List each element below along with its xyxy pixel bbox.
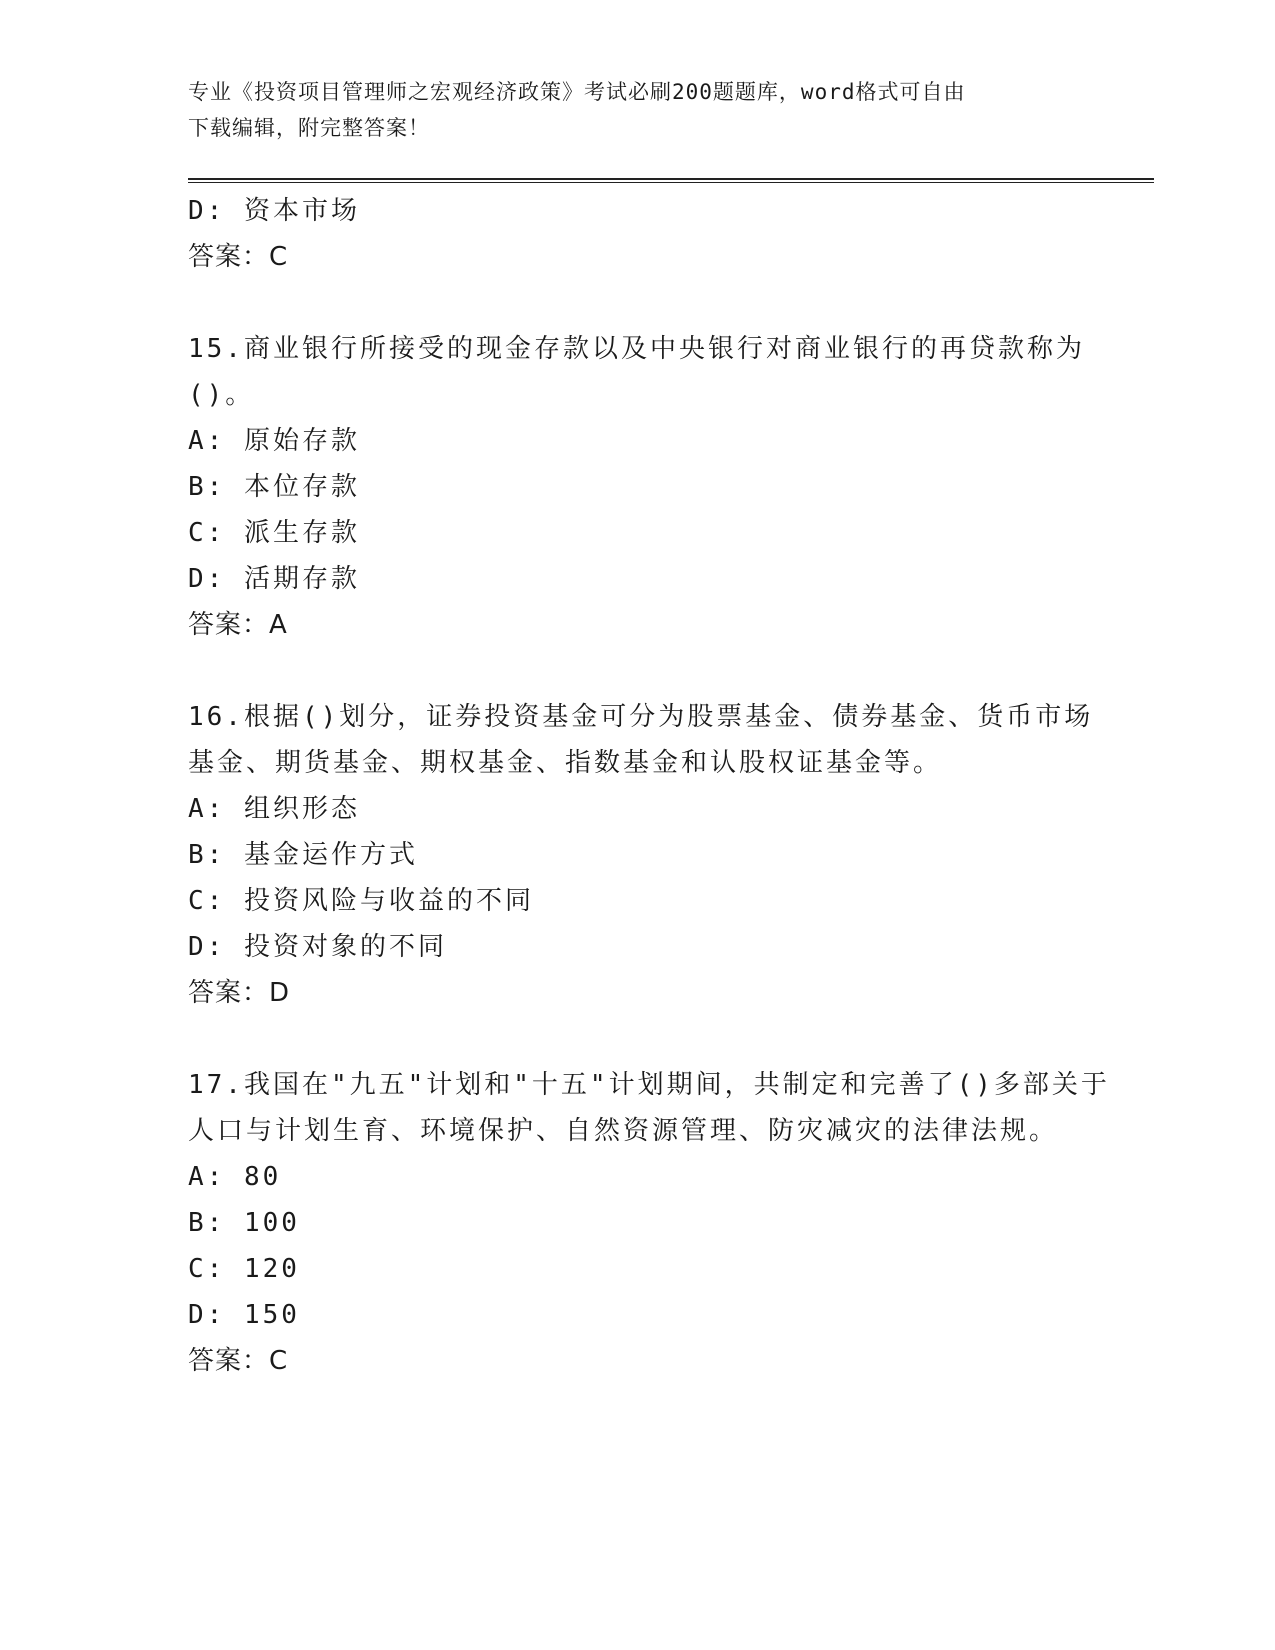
answer-line: 答案：D — [188, 978, 291, 1008]
spacer — [188, 1016, 1088, 1062]
option-b: B: 基金运作方式 — [188, 840, 418, 870]
answer-line: 答案：C — [188, 242, 289, 272]
answer-line: 答案：A — [188, 610, 288, 640]
option-b: B: 本位存款 — [188, 472, 360, 502]
question-16 — [188, 694, 1094, 1016]
question-17 — [188, 1062, 1110, 1384]
question-text-line-1: 17.我国在"九五"计划和"十五"计划期间，共制定和完善了()多部关于 — [188, 1070, 1110, 1100]
option-a: A: 组织形态 — [188, 794, 360, 824]
question-text-line-2: 基金、期货基金、期权基金、指数基金和认股权证基金等。 — [188, 748, 943, 778]
option-a: A: 80 — [188, 1162, 282, 1192]
header-title-line-1: 专业《投资项目管理师之宏观经济政策》考试必刷200题题库，word格式可自由 — [188, 80, 966, 104]
question-text-line-1: 16.根据()划分，证券投资基金可分为股票基金、债券基金、货币市场 — [188, 702, 1094, 732]
option-c: C: 投资风险与收益的不同 — [188, 886, 534, 916]
header-divider — [188, 178, 1154, 183]
option-b: B: 100 — [188, 1208, 300, 1238]
option-a: A: 原始存款 — [188, 426, 360, 456]
spacer — [188, 280, 1088, 326]
option-d: D: 活期存款 — [188, 564, 360, 594]
option-c: C: 派生存款 — [188, 518, 360, 548]
previous-question-tail — [188, 188, 1088, 280]
question-list — [188, 188, 1110, 1384]
spacer — [188, 648, 1088, 694]
question-15 — [188, 326, 1088, 648]
option-c: C: 120 — [188, 1254, 300, 1284]
option-d: D: 150 — [188, 1300, 300, 1330]
document-header — [188, 74, 1088, 146]
question-text-line-2: ()。 — [188, 380, 255, 410]
header-title-line-2: 下载编辑，附完整答案！ — [188, 116, 430, 140]
option-d: D: 资本市场 — [188, 196, 360, 226]
answer-line: 答案：C — [188, 1346, 289, 1376]
question-text-line-2: 人口与计划生育、环境保护、自然资源管理、防灾减灾的法律法规。 — [188, 1116, 1059, 1146]
question-text-line-1: 15.商业银行所接受的现金存款以及中央银行对商业银行的再贷款称为 — [188, 334, 1085, 364]
option-d: D: 投资对象的不同 — [188, 932, 447, 962]
